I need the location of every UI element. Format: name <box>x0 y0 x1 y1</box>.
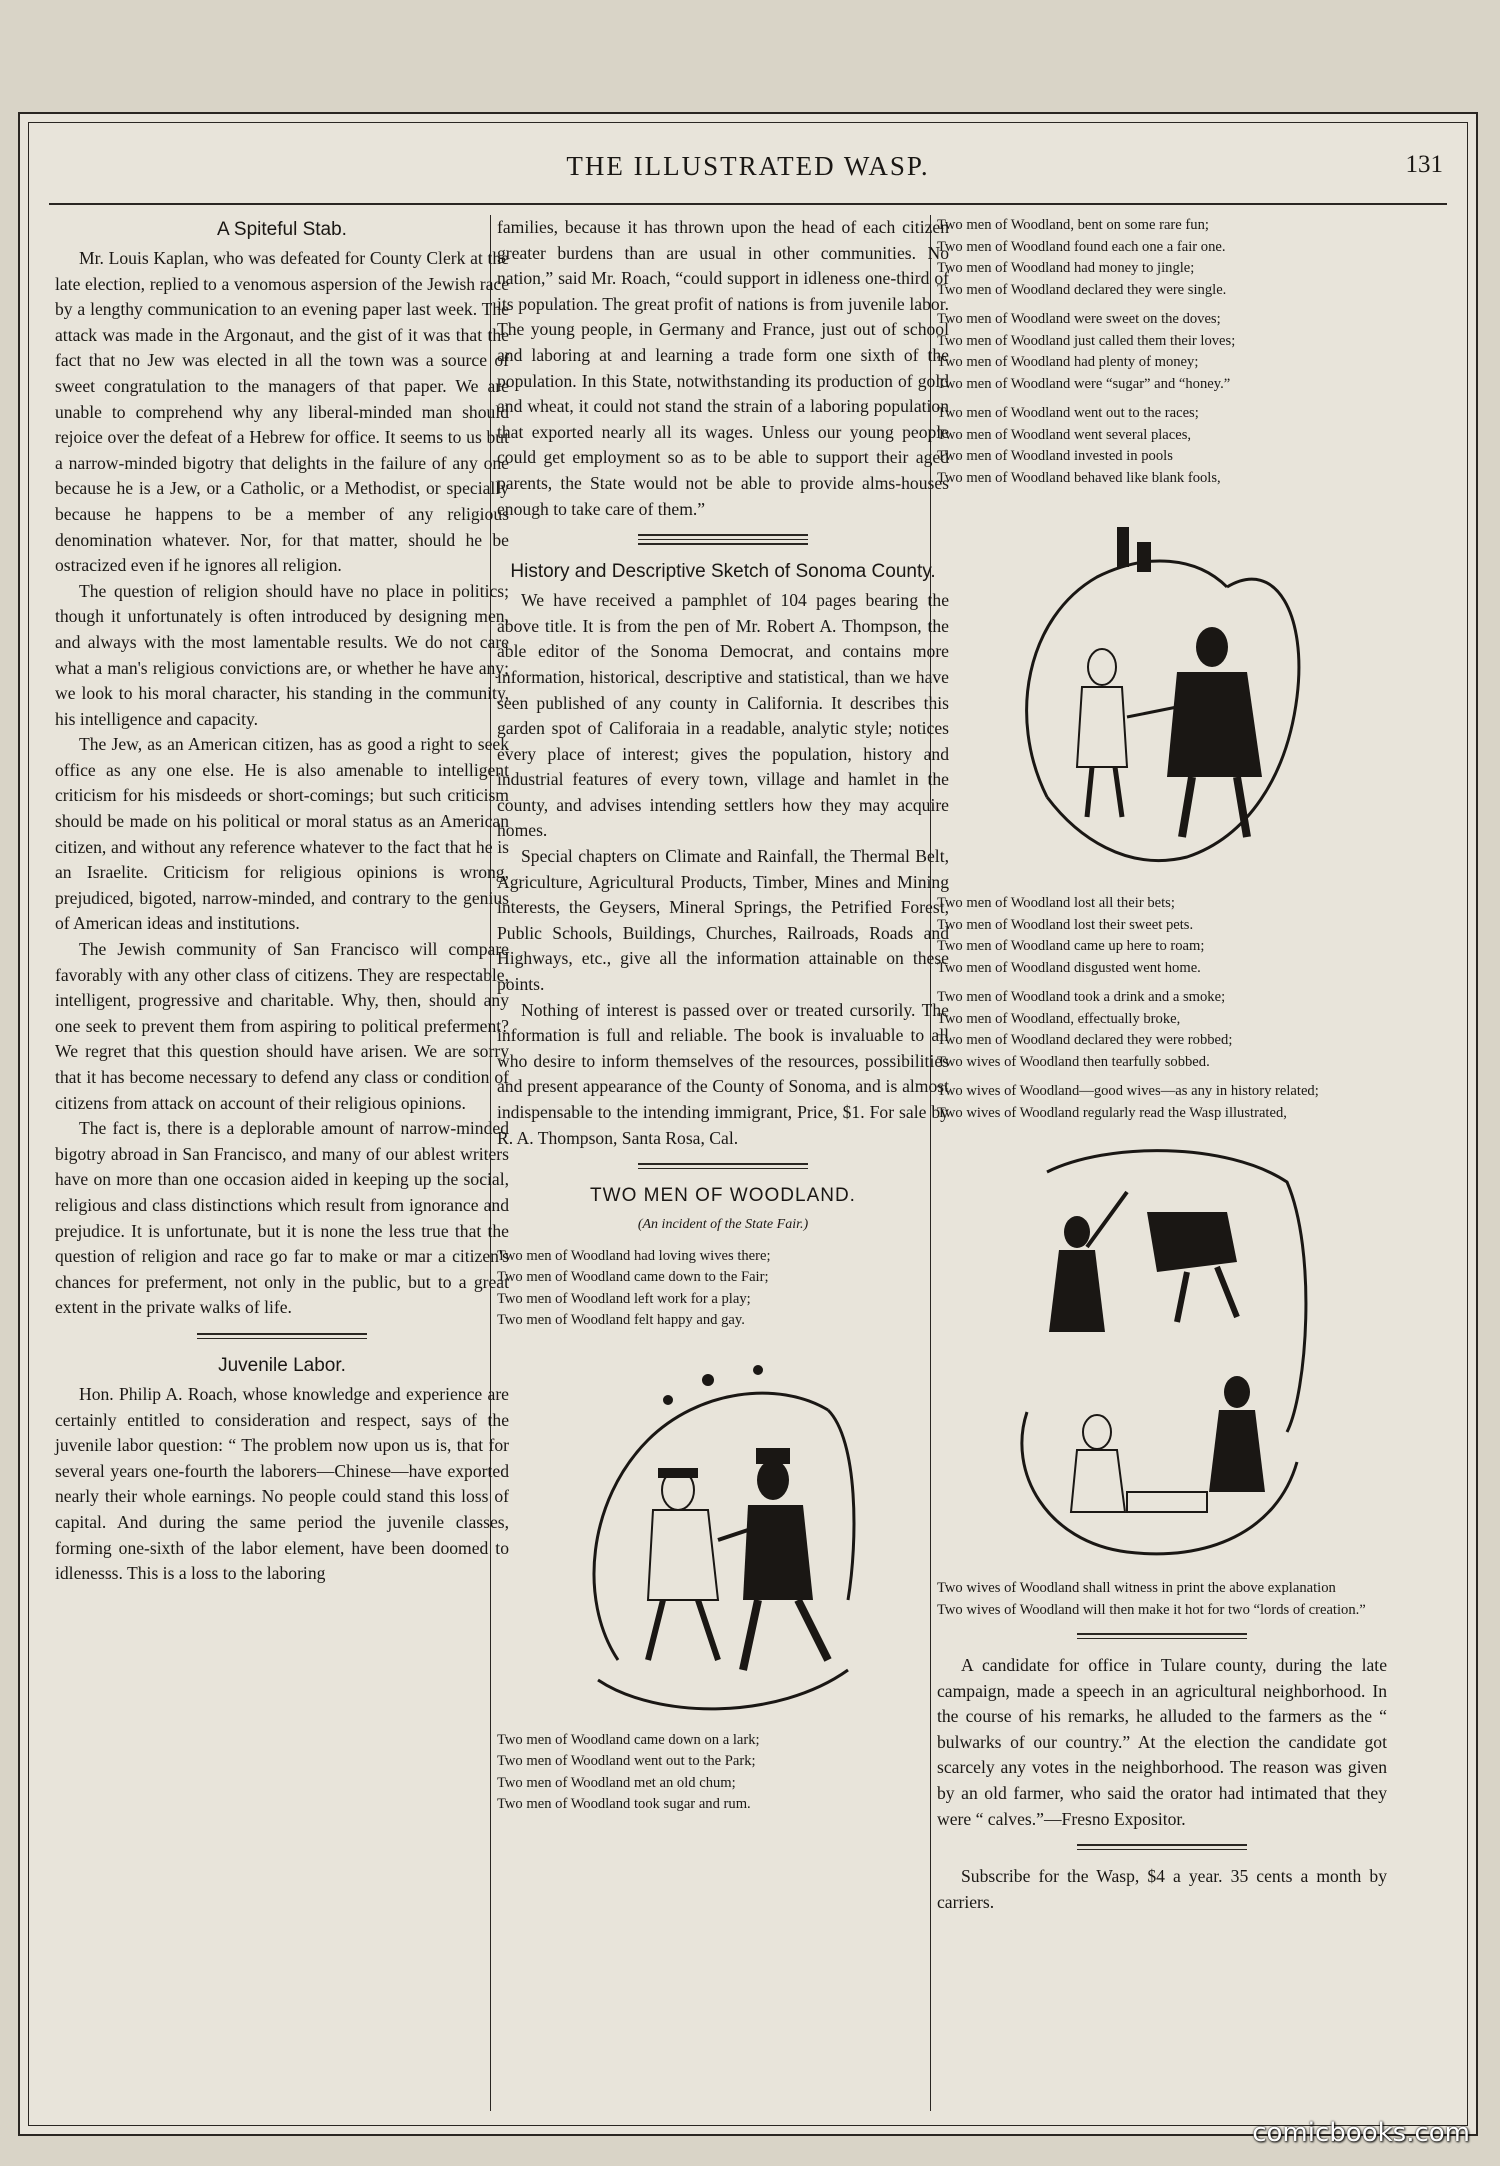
poem-line: Two men of Woodland, bent on some rare fun; <box>937 217 1209 233</box>
column-2 <box>497 215 949 2103</box>
poem-line: Two men of Woodland came down to the Fair; <box>497 1269 769 1286</box>
publication-title: THE ILLUSTRATED WASP. <box>566 151 930 181</box>
section-divider <box>638 1163 808 1169</box>
paragraph: Hon. Philip A. Roach, whose knowledge and experience are certainly entitled to consideration and respect, says of the juvenile labor question: “ The problem now upon us is, that for several years one-fourth the laborers—Chinese—have exported nearly their whole earnings. No people could stand this loss of capital. And during the same period the juvenile classes, forming one-sixth of the labor element, have been doomed to idlenesss. This is a loss to the laboring <box>55 1383 509 1584</box>
section-divider <box>1077 1844 1247 1850</box>
paragraph: Special chapters on Climate and Rainfall, the Thermal Belt, Agriculture, Agricultural Products, Timber, Mines and Mining interests, the Geysers, Mineral Springs, the Petrified Forest, Public Schools, Buildings, Churches, Railroads, Roads and Highways, etc., give all the information attainable on these points. <box>497 846 949 995</box>
poem-line: Two men of Woodland went out to the races; <box>937 405 1199 421</box>
section-divider <box>197 1333 367 1339</box>
poem-subtitle: (An incident of the State Fair.) <box>637 1217 809 1233</box>
poem-line: Two men of Woodland were “sugar” and “honey.” <box>937 375 1231 392</box>
illustration-wives-with-brooms <box>987 1132 1337 1572</box>
poem-stanza-3 <box>937 215 1387 301</box>
header-rule <box>49 203 1447 205</box>
poem-line: Two men of Woodland invested in pools <box>937 448 1173 464</box>
paragraph: The question of religion should have no place in politics; though it unfortunately is often introduced by designing men, and always with the most lamentable results. We do not care what a man's religious convictions are, or whether he have any; we look to his moral character, his standing in the community, his intelligence and capacity. <box>55 580 509 729</box>
poem-line: Two men of Woodland left work for a play; <box>497 1290 751 1307</box>
poem-line: Two wives of Woodland will then make it hot for two “lords of creation.” <box>937 1601 1366 1618</box>
poem-stanza-5 <box>937 403 1387 489</box>
poem-line: Two wives of Woodland shall witness in print the above explanation <box>937 1580 1336 1596</box>
poem-line: Two men of Woodland declared they were robbed; <box>937 1032 1233 1048</box>
article-title-spiteful-stab: A Spiteful Stab. <box>217 219 347 240</box>
poem-line: Two men of Woodland disgusted went home. <box>937 959 1201 976</box>
paragraph-candidate: A candidate for office in Tulare county, during the late campaign, made a speech in an agricultural neighborhood. In the course of his remarks, he alluded to the farmers as the “ bulwarks of our country.” At the election the candidate got scarcely any votes in the neighborhood. The reason was given by an old farmer, who said the orator had intimated that they were “ calves.”—Fresno Expositor. <box>937 1655 1387 1829</box>
paragraph: The Jew, as an American citizen, has as good a right to seek office as any one else. He is also amenable to intelligent criticism for his misdeeds or short-comings; but such criticism should be made on his political or moral status as an American citizen, and without any reference whatever to the fact that he is an Israelite. Criticism for religious opinions is wrong, prejudiced, bigoted, narrow-minded, and contrary to the genius of American ideas and institutions. <box>55 734 509 934</box>
poem-line: Two men of Woodland, effectually broke, <box>937 1010 1181 1027</box>
poem-line: Two men of Woodland took a drink and a smoke; <box>937 989 1226 1005</box>
newspaper-page <box>18 112 1478 2136</box>
poem-line: Two wives of Woodland regularly read the Wasp illustrated, <box>937 1104 1287 1121</box>
poem-line: Two men of Woodland came up here to roam; <box>937 938 1205 954</box>
column-1 <box>55 215 509 2103</box>
poem-line: Two men of Woodland met an old chum; <box>497 1774 736 1791</box>
section-divider <box>1077 1633 1247 1639</box>
page-number: 131 <box>1405 151 1443 178</box>
poem-line: Two men of Woodland were sweet on the doves; <box>937 311 1221 327</box>
poem-line: Two wives of Woodland—good wives—as any in history related; <box>937 1083 1319 1099</box>
paragraph: The fact is, there is a deplorable amount of narrow-minded bigotry abroad in San Francisco, and many of our ablest writers have on more than one occasion aided in keeping up the social, religious and class distinctions which result from ignorance and prejudice. It is unfortunate, but it is none the less true that the question of religion and race go far to make or mar a citizen's chances for preferment, not only in the public, but to a great extent in the private walks of life. <box>55 1118 509 1318</box>
illustration-two-men-dancing <box>558 1340 888 1724</box>
poem-line: Two men of Woodland behaved like blank fools, <box>937 469 1221 486</box>
poem-line: Two men of Woodland had loving wives there; <box>497 1247 771 1264</box>
poem-line: Two men of Woodland lost all their bets; <box>937 895 1175 911</box>
poem-line: Two men of Woodland had money to jingle; <box>937 260 1195 276</box>
article-title-sonoma: History and Descriptive Sketch of Sonoma County. <box>510 561 936 583</box>
poem-stanza-2 <box>497 1730 949 1816</box>
poem-stanza-4 <box>937 309 1387 395</box>
poem-title: TWO MEN OF WOODLAND. <box>590 1185 856 1207</box>
paragraph-subscribe: Subscribe for the Wasp, $4 a year. 35 cents a month by carriers. <box>937 1866 1387 1912</box>
poem-stanza-9 <box>937 1578 1387 1621</box>
poem-line: Two men of Woodland went out to the Park; <box>497 1753 756 1770</box>
poem-stanza-8 <box>937 1081 1387 1124</box>
illustration-dancing-with-ladies <box>997 497 1327 887</box>
paragraph: Nothing of interest is passed over or treated cursorily. The information is full and reliable. The book is invaluable to all who desire to inform themselves of the resources, possibilities and present appearance of the County of Sonoma, and is almost indispensable to the intending immigrant, Price, $1. For sale by R. A. Thompson, Santa Rosa, Cal. <box>497 999 949 1148</box>
poem-stanza-1 <box>497 1246 949 1332</box>
article-title-juvenile-labor: Juvenile Labor. <box>218 1354 346 1376</box>
paragraph: families, because it has thrown upon the head of each citizen greater burdens than are usual in other communities. No nation,” said Mr. Roach, “could support in idleness one-third of its population. The great profit of nations is from juvenile labor. The young people, in Germany and France, just out of school and laboring at and learning a trade form one sixth of the population. In this State, notwithstanding its production of gold and wheat, it could not stand the strain of a laboring population that exported nearly all its wages. Unless our young people could get employment so as to be able to support their aged parents, the State would not be able to provide alms-houses enough to take care of them.” <box>497 217 949 519</box>
poem-line: Two men of Woodland lost their sweet pets. <box>937 916 1194 933</box>
poem-line: Two wives of Woodland then tearfully sobbed. <box>937 1053 1210 1070</box>
paragraph: The Jewish community of San Francisco will compare favorably with any other class of citizens. They are respectable, intelligent, progressive and charitable. Why, then, should any one seek to prevent them from aspiring to political preferment? We regret that this question should have arisen. We are sorry that it has become necessary to defend any class or condition of citizens from attack on account of their religious opinions. <box>55 939 509 1113</box>
page-frame <box>28 122 1468 2126</box>
page-header <box>29 151 1467 187</box>
column-3 <box>937 215 1387 2103</box>
watermark: comicbooks.com <box>1252 2118 1470 2148</box>
poem-line: Two men of Woodland went several places, <box>937 426 1192 443</box>
poem-line: Two men of Woodland declared they were single. <box>937 281 1227 298</box>
poem-line: Two men of Woodland came down on a lark; <box>497 1731 760 1748</box>
poem-line: Two men of Woodland took sugar and rum. <box>497 1796 751 1813</box>
section-divider <box>638 534 808 545</box>
poem-line: Two men of Woodland felt happy and gay. <box>497 1312 745 1329</box>
poem-line: Two men of Woodland found each one a fair one. <box>937 238 1226 255</box>
paragraph: We have received a pamphlet of 104 pages bearing the above title. It is from the pen of Mr. Robert A. Thompson, the able editor of the Sonoma Democrat, and contains more information, historical, descriptive and statistical, than we have seen published of any county in California. It describes this garden spot of Califoraia in a readable, analytic style; notices every place of interest; gives the population, history and industrial features of every town, village and hamlet in the county, and advises intending settlers how they may acquire homes. <box>497 590 949 841</box>
poem-stanza-6 <box>937 893 1387 979</box>
poem-stanza-7 <box>937 987 1387 1073</box>
paragraph: Mr. Louis Kaplan, who was defeated for County Clerk at the late election, replied to a venomous aspersion of the Jewish race by a lengthy communication to an evening paper last week. The attack was made in the Argonaut, and the gist of it was that the fact that no Jew was elected in all the town was a source of sweet congratulation to the managers of that paper. We are unable to comprehend why any liberal-minded man should rejoice over the defeat of a Hebrew for office. It seems to us but a narrow-minded bigotry that delights in the failure of any one because he is a Jew, or a Catholic, or a Methodist, or specially because he happens to be a member of any religious denomination whatever. Nor, for that matter, should he be ostracized even if he ignores all religion. <box>55 248 509 576</box>
poem-line: Two men of Woodland had plenty of money; <box>937 354 1199 370</box>
poem-line: Two men of Woodland just called them their loves; <box>937 332 1236 349</box>
